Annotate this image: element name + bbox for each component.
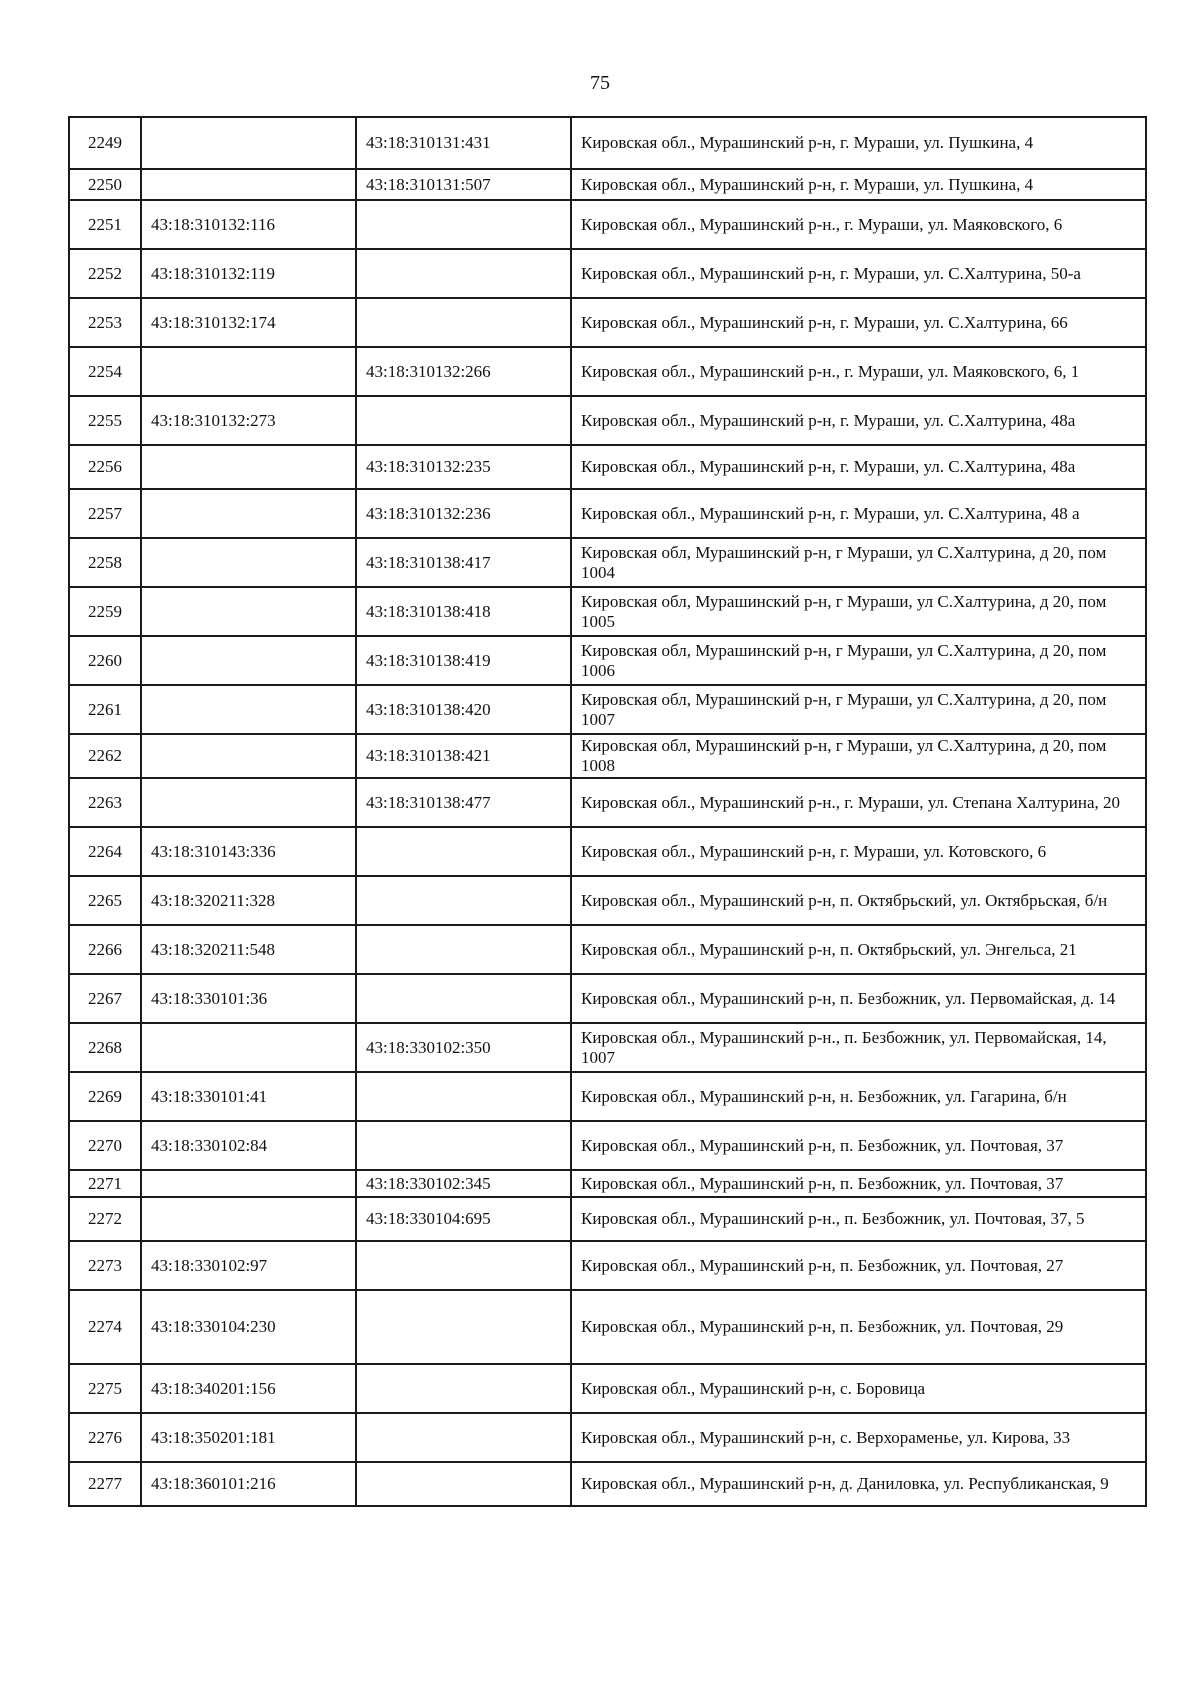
table-row bbox=[69, 587, 1146, 636]
address-cell: Кировская обл, Мурашинский р-н, г Мураши, ул С.Халтурина, д 20, пом 1008 bbox=[571, 734, 1146, 778]
land-cadastral-cell: 43:18:310132:116 bbox=[141, 200, 356, 249]
row-number-cell: 2266 bbox=[69, 925, 141, 974]
address-cell: Кировская обл, Мурашинский р-н, г Мураши, ул С.Халтурина, д 20, пом 1004 bbox=[571, 538, 1146, 587]
land-cadastral-cell bbox=[141, 489, 356, 538]
address-cell: Кировская обл., Мурашинский р-н, п. Безбожник, ул. Почтовая, 29 bbox=[571, 1290, 1146, 1364]
table-row bbox=[69, 1121, 1146, 1170]
table-row bbox=[69, 1462, 1146, 1506]
land-cadastral-cell: 43:18:340201:156 bbox=[141, 1364, 356, 1413]
row-number-cell: 2270 bbox=[69, 1121, 141, 1170]
building-cadastral-cell: 43:18:330104:695 bbox=[356, 1197, 571, 1241]
table-row bbox=[69, 347, 1146, 396]
table-row bbox=[69, 1197, 1146, 1241]
address-cell: Кировская обл, Мурашинский р-н, г Мураши, ул С.Халтурина, д 20, пом 1006 bbox=[571, 636, 1146, 685]
land-cadastral-cell: 43:18:330101:36 bbox=[141, 974, 356, 1023]
row-number-cell: 2258 bbox=[69, 538, 141, 587]
row-number-cell: 2256 bbox=[69, 445, 141, 489]
address-cell: Кировская обл., Мурашинский р-н., п. Безбожник, ул. Первомайская, 14, 1007 bbox=[571, 1023, 1146, 1072]
address-cell: Кировская обл., Мурашинский р-н, г. Мураши, ул. С.Халтурина, 48а bbox=[571, 445, 1146, 489]
row-number-cell: 2259 bbox=[69, 587, 141, 636]
row-number-cell: 2269 bbox=[69, 1072, 141, 1121]
address-cell: Кировская обл, Мурашинский р-н, г Мураши, ул С.Халтурина, д 20, пом 1005 bbox=[571, 587, 1146, 636]
building-cadastral-cell: 43:18:310138:420 bbox=[356, 685, 571, 734]
row-number-cell: 2277 bbox=[69, 1462, 141, 1506]
building-cadastral-cell bbox=[356, 200, 571, 249]
land-cadastral-cell: 43:18:330102:97 bbox=[141, 1241, 356, 1290]
address-cell: Кировская обл., Мурашинский р-н, п. Безбожник, ул. Почтовая, 27 bbox=[571, 1241, 1146, 1290]
building-cadastral-cell: 43:18:310132:236 bbox=[356, 489, 571, 538]
land-cadastral-cell bbox=[141, 587, 356, 636]
row-number-cell: 2253 bbox=[69, 298, 141, 347]
address-cell: Кировская обл., Мурашинский р-н, г. Мураши, ул. С.Халтурина, 66 bbox=[571, 298, 1146, 347]
building-cadastral-cell: 43:18:310138:477 bbox=[356, 778, 571, 827]
address-cell: Кировская обл., Мурашинский р-н., г. Мураши, ул. Маяковского, 6 bbox=[571, 200, 1146, 249]
row-number-cell: 2251 bbox=[69, 200, 141, 249]
building-cadastral-cell bbox=[356, 298, 571, 347]
building-cadastral-cell: 43:18:310131:507 bbox=[356, 169, 571, 200]
land-cadastral-cell: 43:18:310132:174 bbox=[141, 298, 356, 347]
table-row bbox=[69, 1023, 1146, 1072]
address-cell: Кировская обл., Мурашинский р-н, с. Боровица bbox=[571, 1364, 1146, 1413]
address-cell: Кировская обл., Мурашинский р-н, с. Верхораменье, ул. Кирова, 33 bbox=[571, 1413, 1146, 1462]
building-cadastral-cell: 43:18:310132:235 bbox=[356, 445, 571, 489]
table-row bbox=[69, 1413, 1146, 1462]
table-row bbox=[69, 489, 1146, 538]
row-number-cell: 2250 bbox=[69, 169, 141, 200]
address-cell: Кировская обл., Мурашинский р-н, д. Даниловка, ул. Республиканская, 9 bbox=[571, 1462, 1146, 1506]
land-cadastral-cell: 43:18:310132:119 bbox=[141, 249, 356, 298]
address-cell: Кировская обл., Мурашинский р-н, п. Октябрьский, ул. Октябрьская, б/н bbox=[571, 876, 1146, 925]
row-number-cell: 2254 bbox=[69, 347, 141, 396]
land-cadastral-cell bbox=[141, 117, 356, 169]
building-cadastral-cell bbox=[356, 396, 571, 445]
row-number-cell: 2271 bbox=[69, 1170, 141, 1197]
land-cadastral-cell bbox=[141, 685, 356, 734]
building-cadastral-cell bbox=[356, 827, 571, 876]
address-cell: Кировская обл., Мурашинский р-н., г. Мураши, ул. Маяковского, 6, 1 bbox=[571, 347, 1146, 396]
table-row bbox=[69, 1170, 1146, 1197]
building-cadastral-cell: 43:18:310138:417 bbox=[356, 538, 571, 587]
address-cell: Кировская обл., Мурашинский р-н, г. Мураши, ул. С.Халтурина, 48 а bbox=[571, 489, 1146, 538]
building-cadastral-cell: 43:18:310138:418 bbox=[356, 587, 571, 636]
table-row bbox=[69, 974, 1146, 1023]
table-row bbox=[69, 445, 1146, 489]
building-cadastral-cell bbox=[356, 1241, 571, 1290]
registry-body bbox=[69, 117, 1146, 1506]
land-cadastral-cell bbox=[141, 778, 356, 827]
land-cadastral-cell: 43:18:320211:328 bbox=[141, 876, 356, 925]
table-row bbox=[69, 1290, 1146, 1364]
row-number-cell: 2273 bbox=[69, 1241, 141, 1290]
building-cadastral-cell: 43:18:310138:419 bbox=[356, 636, 571, 685]
row-number-cell: 2268 bbox=[69, 1023, 141, 1072]
address-cell: Кировская обл., Мурашинский р-н., п. Безбожник, ул. Почтовая, 37, 5 bbox=[571, 1197, 1146, 1241]
building-cadastral-cell bbox=[356, 1462, 571, 1506]
land-cadastral-cell: 43:18:330102:84 bbox=[141, 1121, 356, 1170]
building-cadastral-cell bbox=[356, 925, 571, 974]
address-cell: Кировская обл., Мурашинский р-н, н. Безбожник, ул. Гагарина, б/н bbox=[571, 1072, 1146, 1121]
land-cadastral-cell: 43:18:330101:41 bbox=[141, 1072, 356, 1121]
address-cell: Кировская обл., Мурашинский р-н, г. Мураши, ул. Пушкина, 4 bbox=[571, 169, 1146, 200]
row-number-cell: 2274 bbox=[69, 1290, 141, 1364]
land-cadastral-cell bbox=[141, 734, 356, 778]
land-cadastral-cell bbox=[141, 538, 356, 587]
building-cadastral-cell bbox=[356, 1290, 571, 1364]
table-row bbox=[69, 734, 1146, 778]
table-row bbox=[69, 169, 1146, 200]
building-cadastral-cell: 43:18:330102:345 bbox=[356, 1170, 571, 1197]
row-number-cell: 2275 bbox=[69, 1364, 141, 1413]
building-cadastral-cell: 43:18:310132:266 bbox=[356, 347, 571, 396]
table-row bbox=[69, 636, 1146, 685]
table-row bbox=[69, 778, 1146, 827]
address-cell: Кировская обл., Мурашинский р-н, п. Безбожник, ул. Почтовая, 37 bbox=[571, 1121, 1146, 1170]
building-cadastral-cell bbox=[356, 974, 571, 1023]
building-cadastral-cell: 43:18:310138:421 bbox=[356, 734, 571, 778]
table-row bbox=[69, 685, 1146, 734]
land-cadastral-cell: 43:18:310143:336 bbox=[141, 827, 356, 876]
row-number-cell: 2265 bbox=[69, 876, 141, 925]
table-row bbox=[69, 117, 1146, 169]
row-number-cell: 2262 bbox=[69, 734, 141, 778]
land-cadastral-cell bbox=[141, 636, 356, 685]
land-cadastral-cell bbox=[141, 1170, 356, 1197]
land-cadastral-cell bbox=[141, 347, 356, 396]
land-cadastral-cell bbox=[141, 1023, 356, 1072]
table-row bbox=[69, 876, 1146, 925]
table-row bbox=[69, 249, 1146, 298]
land-cadastral-cell: 43:18:330104:230 bbox=[141, 1290, 356, 1364]
row-number-cell: 2249 bbox=[69, 117, 141, 169]
table-row bbox=[69, 298, 1146, 347]
land-cadastral-cell: 43:18:310132:273 bbox=[141, 396, 356, 445]
address-cell: Кировская обл, Мурашинский р-н, г Мураши, ул С.Халтурина, д 20, пом 1007 bbox=[571, 685, 1146, 734]
address-cell: Кировская обл., Мурашинский р-н, г. Мураши, ул. Котовского, 6 bbox=[571, 827, 1146, 876]
row-number-cell: 2260 bbox=[69, 636, 141, 685]
row-number-cell: 2257 bbox=[69, 489, 141, 538]
table-row bbox=[69, 925, 1146, 974]
table-row bbox=[69, 538, 1146, 587]
row-number-cell: 2267 bbox=[69, 974, 141, 1023]
land-cadastral-cell bbox=[141, 1197, 356, 1241]
building-cadastral-cell bbox=[356, 1121, 571, 1170]
table-row bbox=[69, 200, 1146, 249]
row-number-cell: 2263 bbox=[69, 778, 141, 827]
land-cadastral-cell: 43:18:320211:548 bbox=[141, 925, 356, 974]
row-number-cell: 2264 bbox=[69, 827, 141, 876]
address-cell: Кировская обл., Мурашинский р-н., г. Мураши, ул. Степана Халтурина, 20 bbox=[571, 778, 1146, 827]
address-cell: Кировская обл., Мурашинский р-н, п. Безбожник, ул. Первомайская, д. 14 bbox=[571, 974, 1146, 1023]
address-cell: Кировская обл., Мурашинский р-н, п. Безбожник, ул. Почтовая, 37 bbox=[571, 1170, 1146, 1197]
building-cadastral-cell: 43:18:310131:431 bbox=[356, 117, 571, 169]
address-cell: Кировская обл., Мурашинский р-н, г. Мураши, ул. С.Халтурина, 50-а bbox=[571, 249, 1146, 298]
row-number-cell: 2276 bbox=[69, 1413, 141, 1462]
row-number-cell: 2272 bbox=[69, 1197, 141, 1241]
building-cadastral-cell: 43:18:330102:350 bbox=[356, 1023, 571, 1072]
table-row bbox=[69, 1072, 1146, 1121]
address-cell: Кировская обл., Мурашинский р-н, п. Октябрьский, ул. Энгельса, 21 bbox=[571, 925, 1146, 974]
row-number-cell: 2255 bbox=[69, 396, 141, 445]
building-cadastral-cell bbox=[356, 1413, 571, 1462]
building-cadastral-cell bbox=[356, 876, 571, 925]
property-registry-table bbox=[68, 116, 1147, 1507]
land-cadastral-cell bbox=[141, 169, 356, 200]
table-row bbox=[69, 1364, 1146, 1413]
land-cadastral-cell bbox=[141, 445, 356, 489]
building-cadastral-cell bbox=[356, 249, 571, 298]
land-cadastral-cell: 43:18:360101:216 bbox=[141, 1462, 356, 1506]
table-row bbox=[69, 1241, 1146, 1290]
building-cadastral-cell bbox=[356, 1364, 571, 1413]
address-cell: Кировская обл., Мурашинский р-н, г. Мураши, ул. С.Халтурина, 48а bbox=[571, 396, 1146, 445]
address-cell: Кировская обл., Мурашинский р-н, г. Мураши, ул. Пушкина, 4 bbox=[571, 117, 1146, 169]
row-number-cell: 2252 bbox=[69, 249, 141, 298]
building-cadastral-cell bbox=[356, 1072, 571, 1121]
table-row bbox=[69, 396, 1146, 445]
page-number: 75 bbox=[590, 72, 610, 94]
land-cadastral-cell: 43:18:350201:181 bbox=[141, 1413, 356, 1462]
table-row bbox=[69, 827, 1146, 876]
row-number-cell: 2261 bbox=[69, 685, 141, 734]
